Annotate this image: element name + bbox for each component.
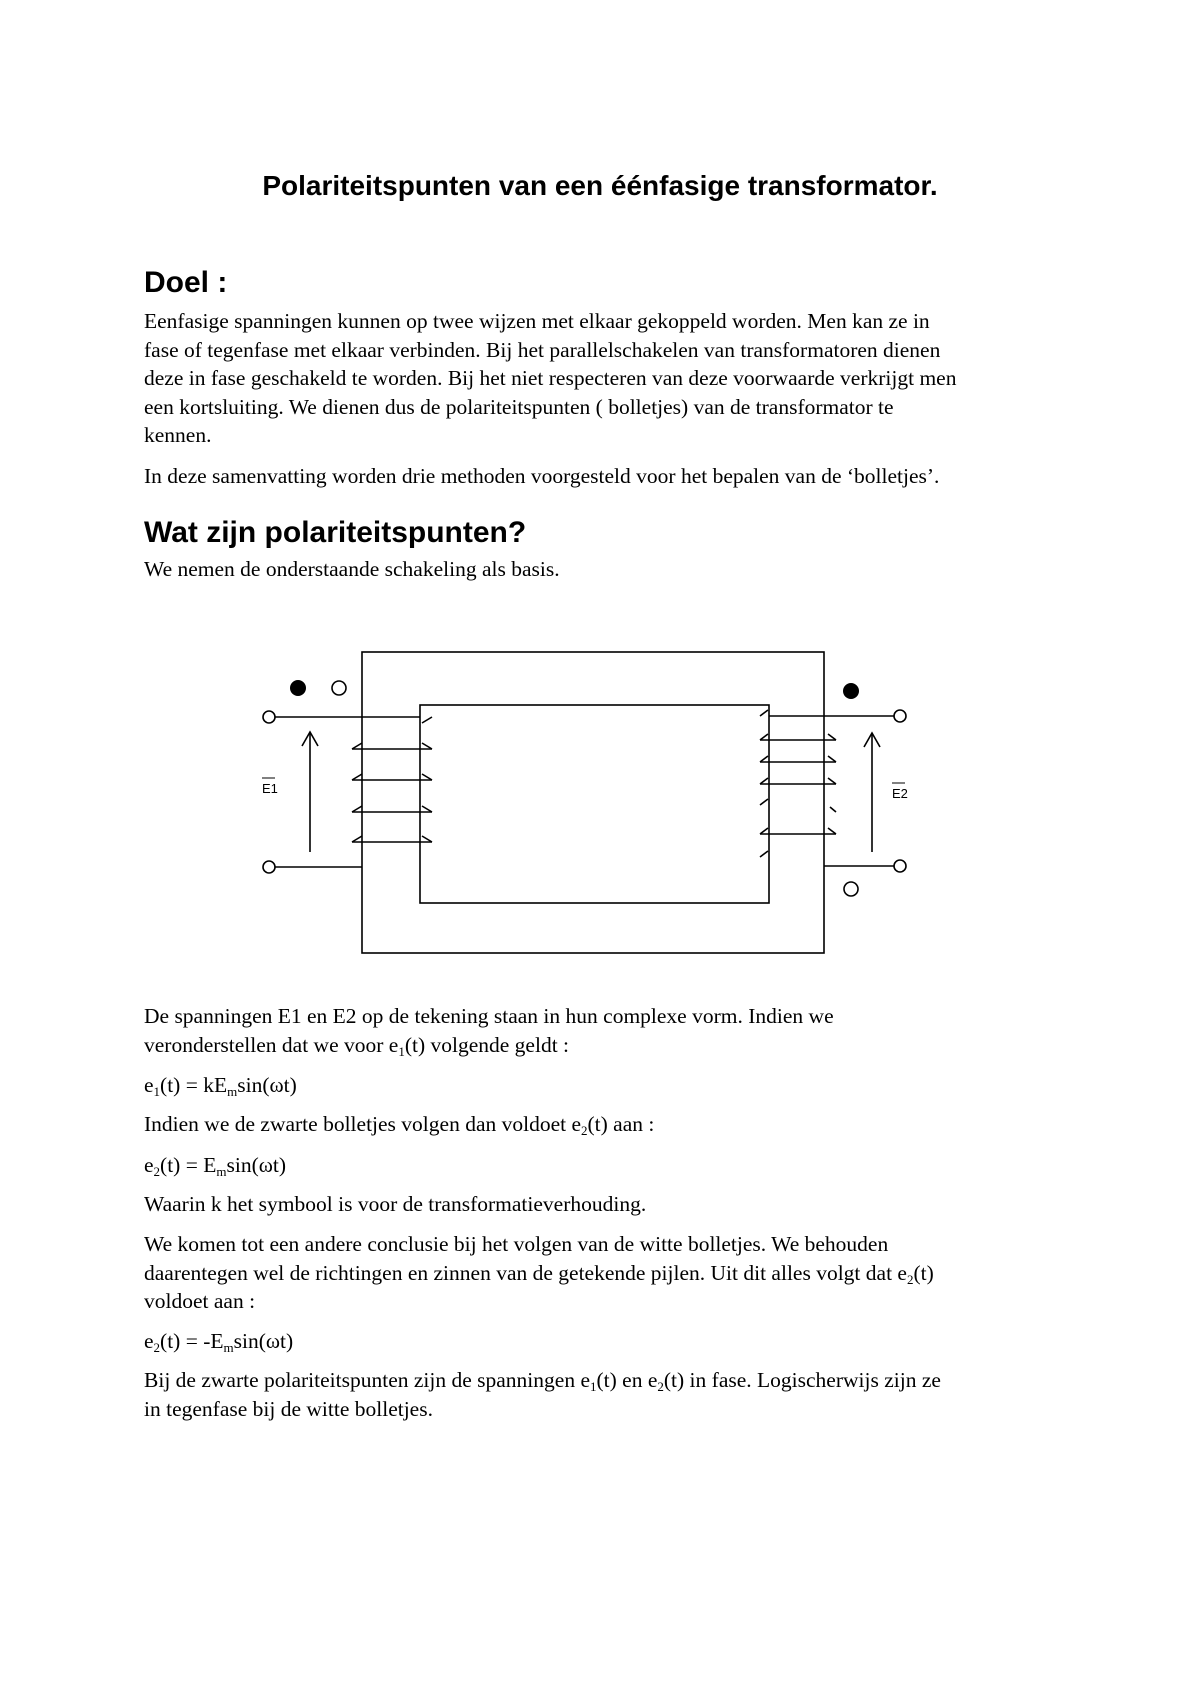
page-title: Polariteitspunten van een éénfasige transformator. — [262, 170, 938, 201]
secondary-winding — [760, 710, 836, 857]
equation-e2-tegenfase: $e_2(t) = -E_m\sin(\omega t)$ — [144, 1329, 294, 1355]
arrow-e2-head — [864, 733, 880, 747]
black-polarity-dot-secondary — [843, 683, 859, 699]
paragraph-zwarte-bolletjes: Indien we de zwarte bolletjes volgen dan voldoet $e_2(t)$ aan : — [144, 1112, 655, 1138]
terminal-primary-bottom — [263, 861, 275, 873]
text-line: in tegenfase bij de witte bolletjes. — [144, 1396, 433, 1421]
paragraph-intro: We nemen de onderstaande schakeling als basis. — [144, 557, 560, 581]
text-line: kennen. — [144, 423, 212, 447]
terminal-secondary-top — [894, 710, 906, 722]
text-line: veronderstellen dat we voor $e_1(t)$ volgende geldt : — [144, 1032, 570, 1059]
label-e2: E2 — [892, 786, 908, 801]
white-polarity-dot-primary — [332, 681, 346, 695]
text-line: daarentegen wel de richtingen en zinnen van de getekende pijlen. Uit dit alles volgt dat $e_2(t)$ — [144, 1260, 934, 1287]
text-line: een kortsluiting. We dienen dus de polariteitspunten ( bolletjes) van de transformator te — [144, 394, 894, 419]
label-e1: E1 — [262, 781, 278, 796]
text-line: Eenfasige spanningen kunnen op twee wijzen met elkaar gekoppeld worden. Men kan ze in — [144, 309, 930, 333]
terminal-primary-top — [263, 711, 275, 723]
text-line: fase of tegenfase met elkaar verbinden. Bij het parallelschakelen van transformatoren dienen — [144, 337, 941, 362]
text-line: Bij de zwarte polariteitspunten zijn de spanningen $e_1(t)$ en $e_2(t)$ in fase. Logischerwijs zijn ze — [144, 1368, 941, 1394]
equation-e2-in-fase: $e_2(t) = E_m\sin(\omega t)$ — [144, 1153, 287, 1179]
white-polarity-dot-secondary — [844, 882, 858, 896]
text-line: We komen tot een andere conclusie bij het volgen van de witte bolletjes. We behouden — [144, 1232, 889, 1256]
heading-polariteitspunten: Wat zijn polariteitspunten? — [144, 516, 527, 549]
paragraph-conclusie — [144, 1366, 1074, 1423]
paragraph-witte-bolletjes — [144, 1230, 1074, 1316]
paragraph-methoden: In deze samenvatting worden drie methoden voorgesteld voor het bepalen van de ‘bolletjes’. — [144, 464, 940, 488]
text-line: De spanningen E1 en E2 op de tekening staan in hun complexe vorm. Indien we — [144, 1004, 834, 1028]
black-polarity-dot-primary — [290, 680, 306, 696]
paragraph-transformatieverhouding: Waarin k het symbool is voor de transformatieverhouding. — [144, 1192, 647, 1216]
paragraph-spanningen — [144, 1002, 1074, 1059]
core-outer — [362, 652, 824, 953]
heading-doel: Doel : — [144, 266, 228, 299]
primary-winding — [352, 717, 432, 842]
equation-e1: $e_1(t) = kE_m\sin(\omega t)$ — [144, 1073, 297, 1099]
paragraph-doel — [144, 307, 1074, 450]
text-line: deze in fase geschakeld te worden. Bij het niet respecteren van deze voorwaarde verkrijgt men — [144, 366, 957, 390]
core-inner — [420, 705, 769, 903]
arrow-e1-head — [302, 732, 318, 746]
terminal-secondary-bottom — [894, 860, 906, 872]
text-line: voldoet aan : — [144, 1289, 256, 1313]
